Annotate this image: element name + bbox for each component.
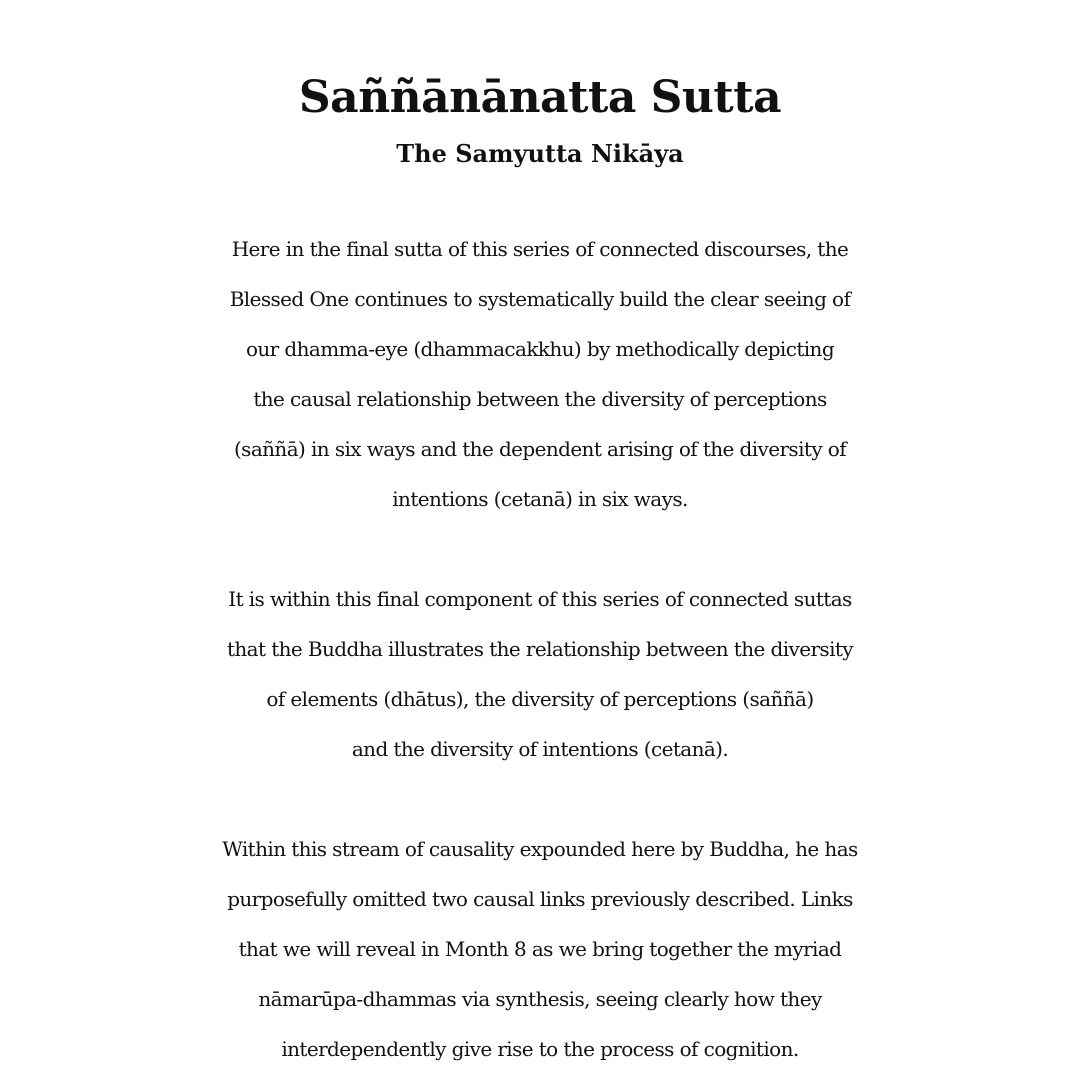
paragraph-causality <box>0 824 1080 1074</box>
paragraph-line: of elements (dhātus), the diversity of perceptions (saññā) <box>266 687 814 711</box>
paragraph-line: intentions (cetanā) in six ways. <box>392 487 688 511</box>
paragraph-line: and the diversity of intentions (cetanā). <box>351 737 729 761</box>
paragraph-line: Blessed One continues to systematically build the clear seeing of <box>229 287 851 311</box>
paragraph-relationship <box>0 574 1080 774</box>
paragraph-line: our dhamma-eye (dhammacakkhu) by methodically depicting <box>245 337 835 361</box>
page-subtitle: The Samyutta Nikāya <box>396 139 684 168</box>
paragraph-line: that the Buddha illustrates the relationship between the diversity <box>226 637 854 661</box>
paragraph-line: Here in the final sutta of this series of connected discourses, the <box>231 237 849 261</box>
paragraph-intro <box>0 224 1080 524</box>
paragraph-line: nāmarūpa-dhammas via synthesis, seeing clearly how they <box>258 987 822 1011</box>
page-title: Saññānānatta Sutta <box>298 72 782 123</box>
paragraph-line: the causal relationship between the diversity of perceptions <box>253 387 827 411</box>
paragraph-line: (saññā) in six ways and the dependent arising of the diversity of <box>233 437 847 461</box>
paragraph-line: interdependently give rise to the process of cognition. <box>281 1037 799 1061</box>
paragraph-line: purposefully omitted two causal links previously described. Links <box>227 887 853 911</box>
paragraph-line: Within this stream of causality expounded here by Buddha, he has <box>222 837 858 861</box>
paragraph-line: that we will reveal in Month 8 as we bring together the myriad <box>238 937 842 961</box>
paragraph-line: It is within this final component of this series of connected suttas <box>228 587 852 611</box>
